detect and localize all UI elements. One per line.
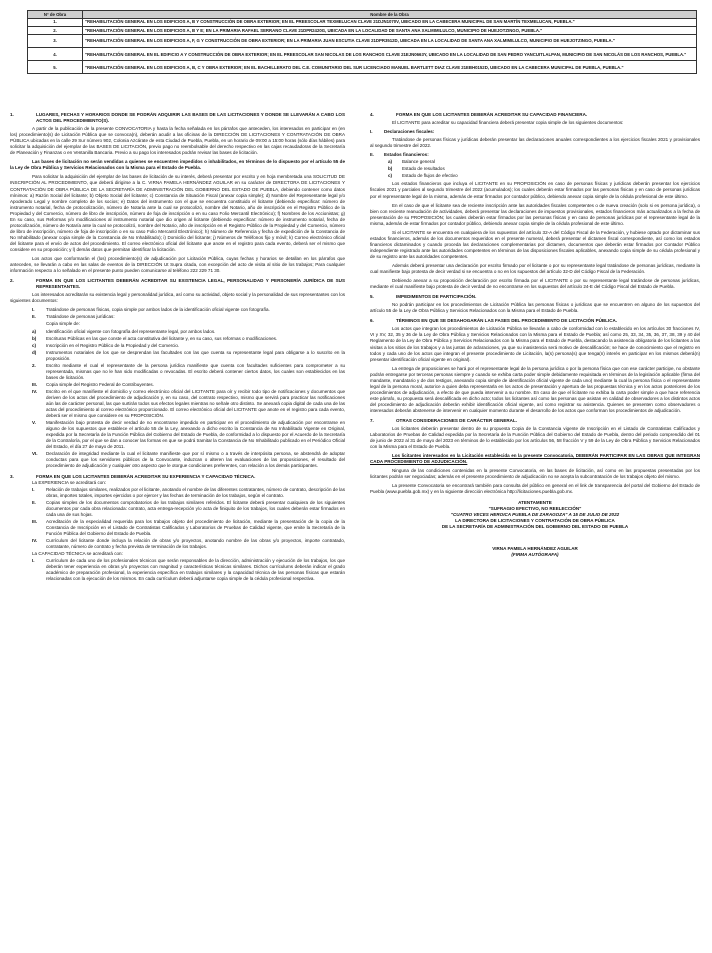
section-title: IMPEDIMENTOS DE PARTICIPACIÓN. bbox=[396, 294, 477, 300]
list-item-text: Copia simple del Registro Federal de Contribuyentes. bbox=[46, 381, 154, 387]
list-item-text: Declaraciones fiscales: bbox=[384, 129, 435, 135]
list-item bbox=[32, 321, 345, 327]
list-item bbox=[32, 487, 345, 499]
section-heading bbox=[370, 318, 700, 324]
list-item bbox=[32, 558, 345, 582]
header-work-name: Nombre de la Obra bbox=[83, 11, 697, 19]
section-number: 7. bbox=[370, 418, 374, 424]
signature-block bbox=[370, 500, 700, 558]
list-item bbox=[32, 343, 345, 349]
work-name: "REHABILITACIÓN GENERAL EN LOS EDIFICIOS A, B Y E; EN LA PRIMARIA RAFAEL SERRANO CLAVE 21DPR2420G, UBICADA EN LA LOCALIDAD DE SANTA ANA XALMIMILULCO, MUNICIPIO DE HUEJOTZINGO, PUEBLA." bbox=[83, 26, 697, 34]
paragraph: Tratándose de personas físicas y jurídicas deberán presentar las declaraciones anuales correspondientes a los ejercicios fiscales 2021 y provisionales al segundo trimestre del 2022. bbox=[370, 137, 700, 149]
list-item-number: b) bbox=[388, 166, 393, 172]
list-item bbox=[32, 519, 345, 537]
list-item bbox=[32, 420, 345, 450]
section-number: 5. bbox=[370, 294, 374, 300]
works-table bbox=[27, 10, 697, 74]
paragraph: El LICITANTE para acreditar su capacidad financiera deberá presentar copia simple de los siguientes documentos: bbox=[392, 120, 624, 126]
paragraph: Los estados financieros que incluya el LICITANTE en su PROPOSICIÓN en caso de personas físicas y jurídicas deberán presentar los ejercicios fiscales 2021 y parciales al segundo trimestre del 2022 (acumulados); los cuales deberán estar firmados por las personas físicas y en caso de personas jurídicas por el representante legal de la misma, además de estar firmados por contador público, debiendo anexar copia simple de la cédula profesional de este último. bbox=[370, 181, 700, 199]
list-item-number: I. bbox=[32, 486, 35, 492]
list-item-number: I. bbox=[370, 129, 373, 135]
list-item-text: Tratándose de personas jurídicas: bbox=[46, 314, 115, 320]
list-item-number: d) bbox=[32, 349, 37, 355]
section-heading bbox=[10, 112, 345, 124]
section-heading bbox=[370, 294, 700, 300]
list-item-text: Relación de trabajos similares, realizados por el licitante, anotando el nombre de las diferentes contratantes, número de contrato, descripción de las obras, importes totales, importes ejercidos o por ejercer y las fechas de terminación de los trabajos, según el contrato. bbox=[46, 486, 345, 498]
list-item-text: Currículum de cada uno de los profesionales técnicos que serán responsables de la dirección, administración y ejecución de los trabajos, los que deberán tener experiencia en obras y/o proyectos con magnitud y características técnicas similares. Dichos currículums deberán indicar el grado académico de preparación profesional, la experiencia específica en trabajos similares y la capacidad técnica de las personas físicas que estarán relacionadas con la ejecución de los mismos. En cada currículum deberá adjuntarse copia simple de la cédula profesional respectiva. bbox=[46, 558, 345, 582]
list-item-number: I. bbox=[32, 307, 35, 313]
paragraph: Los actos que conformarán el (los) procedimiento(s) de adjudicación por Licitación Pública, cuyas fechas y horarios se detallan en los párrafos que anteceden, se llevarán a cabo en las salas de eventos de la DIRECCIÓN Ut Supra citada, con excepción del acto de visita al sitio de los trabajos; Para cualquier información respecto a lo señalado en el presente punto pueden comunicarse al teléfono 222 229 71 30. bbox=[10, 256, 345, 274]
list-item bbox=[370, 129, 700, 135]
list-item-text: Inscripción en el Registro Público de la Propiedad y del Comercio. bbox=[46, 342, 180, 348]
list-item-number: II. bbox=[370, 152, 374, 158]
paragraph: Ninguna de las condiciones contenidas en la presente Convocatoria, en las bases de licitación, así como en las propuestas presentadas por los licitantes podrán ser negociadas; además en el presente procedimiento de adjudicación no se acepta la subcontratación de los trabajos objeto del mismo. bbox=[370, 468, 700, 480]
list-item-number: III. bbox=[32, 518, 38, 524]
list-item-text: Estado de resultados bbox=[402, 166, 445, 172]
section-3 bbox=[10, 474, 345, 583]
closing-line: ATENTAMENTE bbox=[518, 499, 552, 505]
section-number: 2. bbox=[10, 278, 14, 284]
list-item bbox=[32, 363, 345, 381]
section-2 bbox=[10, 278, 345, 469]
list-item-text: Escrito mediante el cual el representante de la persona jurídica manifieste que cuenta con facultades suficientes para comprometer a su representada, mismas que no le han sido modificadas o revocadas. El escrito deberá contener ciertos datos, los cuales son establecidos en las bases de licitación. bbox=[46, 362, 345, 380]
section-title: FORMA EN QUE LOS LICITANTES DEBERÁN ACREDITAR SU EXISTENCIA LEGAL, PERSONALIDAD Y PERSONERÍA JURÍDICA DE SUS REPRESENTANTES. bbox=[36, 278, 345, 290]
list-item-text: Currículum del licitante donde incluya la relación de obras y/o proyectos, anotando nombre de las obras y/o proyectos, importe contratado, contratante, número de contrato y fecha prevista de terminación de los trabajos. bbox=[46, 538, 345, 550]
paragraph: La entrega de proposiciones se hará por el representante legal de la persona jurídica o por la persona física que con ese carácter participe, no obstante podrán entregarse por terceras personas siempre y cuando se exhiba carta poder simple debidamente requisitada en términos de la legislación aplicable (firma del mandante, mandatario y de dos testigos, anexando copia simple de identificación oficial vigente de cada uno) mediante la cual la persona física o el representante legal de la persona moral, autorice a quien deba representarla en los actos de presentación y apertura de las propuestas técnica y en los actos posteriores de los procedimientos de adjudicación, a efecto de que pueda intervenir a su nombre. En caso de que el licitante no exhiba la carta poder simple a que hace referencia este párrafo, su propuesta será descalificada en dicho acto; todos los licitantes así como las personas que asistan en calidad de observadores a los distintos actos del procedimiento de adjudicación deberán exhibir identificación oficial vigente, así como registrar su asistencia. Quienes se presenten como observadores o interesados deberán abstenerse de intervenir en cualquier momento durante el desarrollo de los actos que conforman los procedimientos de adjudicación. bbox=[370, 365, 700, 413]
list-item-number: c) bbox=[32, 342, 37, 348]
list-item-text: Instrumentos notariales de los que se desprendan las facultades con las que cuenta su representante legal para obligarse a lo suscrito en la proposición. bbox=[46, 349, 345, 361]
list-item-text: Copias simples de los documentos comprobatorios de los trabajos similares referidos. El licitante deberá presentar cualquiera de los siguientes documentos por cada obra relacionada: contrato, acta entrega-recepción y/o acta de finiquito de los trabajos, los cuales deberán estar firmados en cada una de sus hojas. bbox=[46, 499, 345, 517]
section-title: TÉRMINOS EN QUE SE DESAHOGARÁN LAS FASES DEL PROCEDIMIENTO DE LICITACIÓN PÚBLICA. bbox=[396, 318, 618, 324]
list-item-number: I. bbox=[32, 558, 35, 564]
signature-note: (FIRMA AUTÓGRAFA) bbox=[511, 551, 559, 557]
list-item bbox=[32, 314, 345, 320]
closing-line: "SUFRAGIO EFECTIVO, NO REELECCIÓN" bbox=[488, 505, 582, 511]
left-column bbox=[10, 112, 345, 586]
list-item-text: Escrituras Públicas en las que conste el acta constitutiva del licitante y, en su caso, sus reformas o modificaciones. bbox=[46, 335, 278, 341]
technical-capacity-lead: La CAPACIDAD TÉCNICA se acreditará con: bbox=[32, 551, 123, 557]
paragraph: La presente Convocatoria se encontrará también para consulta del público en general en el link de transparencia del portal del Gobierno del Estado de Puebla (www.puebla.gob.mx) y en la siguiente dirección electrónica http://licitaciones.puebla.gob.mx. bbox=[370, 483, 700, 495]
closing-line: DE LA SECRETARÍA DE ADMINISTRACIÓN DEL GOBIERNO DEL ESTADO DE PUEBLA bbox=[441, 523, 629, 529]
table-row bbox=[28, 26, 697, 34]
list-item bbox=[32, 451, 345, 469]
list-item bbox=[32, 500, 345, 518]
paragraph: A partir de la publicación de la presente CONVOCATORIA y hasta la fecha señalada en los párrafos que anteceden, los interesados en participar en (en los) procedimiento(s) de Licitación Pública que se convoca(n), deberán acudir a las oficinas de la DIRECCIÓN DE LICITACIONES Y CONTRATACIÓN DE OBRA PÚBLICA ubicadas en la calle 29 Sur número 902, Colonia Azcárate de esta Ciudad de Puebla, Puebla, en un horario de 09:00 a 15:00 horas (sólo días hábiles) para solicitar la adquisición del ejemplar de las BASES DE LICITACIÓN, previo pago no reembolsable del derecho respectivo en las cajas recaudadoras de la Secretaría de Planeación y Finanzas o en Ventanilla Bancaria. Previo a su pago los interesados podrán revisar las bases de licitación. bbox=[10, 126, 345, 156]
list-item-text: Manifestación bajo protesta de decir verdad de no encontrarse impedido en participar en el procedimiento de adjudicación por encontrarse en alguno de los supuestos que establece el artículo 55 de la Ley, anexando a dicho escrito la Constancia de No Inhabilitado Vigente en Original, expedida por la Secretaría de la Función Pública del Gobierno del Estado de Puebla, de conformidad a lo dispuesto por el Acuerdo de la Secretaría de la Contraloría, por el que se dan a conocer las formas en que se podrá tramitar la Constancia de No Inhabilitado publicado en el Periódico Oficial del Estado, el día 27 de mayo de 2011. bbox=[46, 420, 345, 450]
section-number: 4. bbox=[370, 112, 374, 117]
list-item-text: Declaración de integridad mediante la cual el licitante manifieste que por sí mismo o a través de interpósita persona, se abstendrá de adoptar conductas para que los servidores públicos de la Convocante, induzcan o alteren las evaluaciones de las proposiciones, el resultado del procedimiento de adjudicación y cualquier otro aspecto que le otorgue condiciones preferentes, con relación a los demás participantes. bbox=[46, 451, 345, 469]
table-row bbox=[28, 48, 697, 61]
table-row bbox=[28, 18, 697, 26]
list-item-text: Estados financieros: bbox=[384, 152, 429, 158]
list-item bbox=[32, 382, 345, 388]
list-item bbox=[370, 152, 700, 158]
list-item-number: III. bbox=[32, 381, 38, 387]
list-item bbox=[32, 329, 345, 335]
list-item bbox=[32, 336, 345, 342]
paragraph: Los interesados acreditarán su existencia legal y personalidad jurídica, así como su actividad, objeto social y la personalidad de sus representantes con los siguientes documentos: bbox=[10, 292, 345, 304]
work-name: "REHABILITACIÓN GENERAL EN EL EDIFICIO A Y CONSTRUCCIÓN DE OBRA EXTERIOR; EN EL PREESCOLAR SAN NICOLAS DE LOS RANCHOS CLAVE 21EJN0663Y, UBICADO EN LA LOCALIDAD DE SAN PEDRO YANCUITLALPAN, MUNICIPIO DE SAN NICOLÁS DE LOS RANCHOS, PUEBLA." bbox=[83, 48, 697, 61]
work-number: 3. bbox=[28, 34, 83, 47]
list-item bbox=[32, 538, 345, 550]
right-column bbox=[370, 112, 700, 558]
list-item-text: Estado de flujos de efectivo bbox=[402, 173, 458, 179]
list-item bbox=[388, 173, 700, 179]
header-work-number: N° de Obra bbox=[28, 11, 83, 19]
list-item bbox=[388, 159, 700, 165]
work-name: "REHABILITACIÓN GENERAL EN LOS EDIFICIOS A, F, G Y CONSTRUCCIÓN DE OBRA EXTERIOR; EN LA PRIMARIA JUAN ESCUTIA CLAVE 21DPR3512D, UBICADA EN LA LOCALIDAD DE SANTA ANA XALMIMILULCO, MUNICIPIO DE HUEJOTZINGO, PUEBLA." bbox=[83, 34, 697, 47]
section-title: LUGARES, FECHAS Y HORARIOS DONDE SE PODRÁN ADQUIRIR LAS BASES DE LAS LICITACIONES Y DONDE SE LLEVARÁN A CABO LOS ACTOS DEL PROCEDIMIENTO(S). bbox=[36, 112, 345, 124]
list-item-number: VI. bbox=[32, 451, 38, 457]
section-heading bbox=[10, 278, 345, 290]
list-item-text: Escrito en el que manifieste el domicilio y correo electrónico oficial del LICITANTE para oír y recibir todo tipo de notificaciones y documentos que deriven de los actos del procedimiento de adjudicación y, en su caso, del contrato respectivo, mismo que servirá para practicar las notificaciones aún las de carácter personal, las que surtirán todos sus efectos legales mientras no señale otro distinto. Se anexará copia digital de cada una de las actas del procedimiento al correo electrónico proporcionado. El correo electrónico oficial del LICITANTE que anote en el registro para cada evento, deberá ser el mismo que considere en su PROPOSICIÓN. bbox=[46, 388, 345, 419]
paragraph: Para solicitar la adquisición del ejemplar de las bases de licitación de su interés, deberá presentar por escrito y en hoja membretada una SOLICITUD DE INSCRIPCIÓN AL PROCEDIMIENTO, que deberá dirigirse a la C. VIRNA PAMELA HERNÁNDEZ AGUILAR en su carácter de DIRECTORA DE LICITACIONES Y CONTRATACIÓN DE OBRA PÚBLICA DE LA SECRETARÍA DE ADMINISTRACIÓN DEL GOBIERNO DEL ESTADO DE PUEBLA, debiendo contener como datos mínimos: a) Razón Social del licitante; b) Objeto Social del licitante; c) Constancia de Situación Fiscal (anexar copia simple); d) Nombre del Representante legal y/o Apoderado Legal y nombre completo de los socios; e) Datos del instrumento con el que se encuentra constituido el licitante (debiendo especificar: número de instrumento notarial, fecha de protocolización, número de Notaría ante la cual se protocolizó, nombre del Notario, año de inscripción en el Registro Público de la Propiedad y del Comercio, número de libro de inscripción, número de foja de inscripción o en su caso Folio Mercantil Electrónico); f) Nombres de los Accionistas; g) En su caso, sus Reformas y/o modificaciones al instrumento notarial que dio origen al licitante (debiendo especificar: número de instrumento notarial, fecha de protocolización, número de Notaría ante la cual se protocolizó, nombre del Notario, año de inscripción en el Registro Público de la Propiedad y del Comercio, número de libro de inscripción, número de foja de inscripción o en su caso Folio Mercantil Electrónico); h) Número de Referencia y fecha de expedición de la Constancia de No Inhabilitado (anexar copia simple de la Constancia de No Inhabilitado); i) Domicilio del licitante; j) Números de Teléfonos fijo y móvil; k) Correo electrónico oficial del licitante para el envío de actos del procedimiento. El correo electrónico oficial del licitante que anote en el registro para cada evento, deberá ser el mismo que considere en su proposición; y l) demás datos que permitan identificar la licitación. bbox=[10, 174, 345, 252]
list-item-text: Identificación oficial vigente con fotografía del representante legal, por ambos lados. bbox=[46, 328, 216, 334]
list-item-number: V. bbox=[32, 420, 36, 426]
paragraph: Si el LICITANTE se encuentra en cualquiera de los supuestos del artículo 32-A del Código Fiscal de la Federación, y hubiese optado por dictaminar sus estados financieros, además de los documentos requeridos en el presente numeral, deberá presentar el dictamen fiscal correspondiente, así como los estados financieros dictaminados y cuando proceda las declaraciones complementarias por dictamen, documentos que deberán estar firmados por Contador Público independiente registrado ante las autoridades competentes en términos de las disposiciones fiscales aplicables, anexando copia simple de su cédula profesional y de su registro ante las autoridades competentes. bbox=[370, 229, 700, 259]
list-item-number: b) bbox=[32, 335, 37, 341]
work-name: "REHABILITACIÓN GENERAL EN LOS EDIFICIOS A, B Y CONSTRUCCIÓN DE OBRA EXTERIOR; EN EL PREESCOLAR TEXMELUCAN CLAVE 21DJN1070V, UBICADO EN LA CABECERA MUNICIPAL DE SAN MARTÍN TEXMELUCAN, PUEBLA." bbox=[83, 18, 697, 26]
list-item-number: c) bbox=[388, 173, 393, 179]
section-4 bbox=[370, 112, 700, 290]
section-number: 3. bbox=[10, 473, 14, 479]
list-item bbox=[32, 350, 345, 362]
work-number: 5. bbox=[28, 61, 83, 74]
section-title: OTRAS CONSIDERACIONES DE CARÁCTER GENERAL. bbox=[396, 418, 518, 424]
closing-line: "CUATRO VECES HEROICA PUEBLA DE ZARAGOZA" A 15 DE JULIO DE 2022 bbox=[450, 511, 620, 517]
section-heading bbox=[370, 418, 700, 424]
section-title: FORMA EN QUE LOS LICITANTES DEBERÁN ACREDITAR SU CAPACIDAD FINANCIERA. bbox=[396, 112, 588, 117]
list-item-number: a) bbox=[32, 328, 37, 334]
list-item-number: a) bbox=[388, 159, 393, 165]
work-number: 1. bbox=[28, 18, 83, 26]
section-6 bbox=[370, 318, 700, 414]
paragraph: Los licitantes deberán presentar dentro de su propuesta Copia de la Constancia vigente de Inscripción en el Listado de Contratistas Calificados y Laboratorios de Pruebas de Calidad expedida por la Secretaría de la Función Pública del Gobierno del Estado de Puebla, dentro del periodo comprendido del 01 de junio de 2022 al 31 de mayo del 2023 en términos de lo establecido por los artículos 56, 58 fracción V y 59 de la Ley de Obra Pública y Servicios Relacionados con la Misma para el Estado de Puebla. bbox=[370, 426, 700, 450]
paragraph: Las bases de licitación no serán vendidas a quienes se encuentren impedidos o inhabilitados, en términos de lo dispuesto por el artículo 55 de la Ley de Obra Pública y Servicios Relacionados con la Misma para el Estado de Puebla. bbox=[10, 159, 345, 171]
list-item-number: IV. bbox=[32, 538, 38, 543]
list-item bbox=[388, 166, 700, 172]
list-item-number: II. bbox=[32, 314, 36, 320]
section-5 bbox=[370, 294, 700, 314]
section-heading bbox=[370, 112, 700, 118]
section-number: 6. bbox=[370, 318, 374, 324]
closing-line: LA DIRECTORA DE LICITACIONES Y CONTRATACIÓN DE OBRA PÚBLICA bbox=[455, 517, 615, 523]
list-item bbox=[32, 389, 345, 419]
table-row bbox=[28, 61, 697, 74]
paragraph: Los licitantes interesados en la Licitación establecida en la presente Convocatoria, DEBERÁN PARTICIPAR EN LAS OBRAS QUE INTEGRAN CADA PROCEDIMIENTO DE ADJUDICACIÓN. bbox=[370, 453, 700, 465]
paragraph: No podrán participar en los procedimientos de Licitación Pública las personas físicas o jurídicas que se encuentren en alguno de los supuestos del artículo 55 de la Ley de Obra Pública y Servicios Relacionados con la Misma para el Estado de Puebla. bbox=[370, 302, 700, 314]
work-number: 4. bbox=[28, 48, 83, 61]
list-item-number bbox=[32, 321, 46, 327]
section-number: 1. bbox=[10, 112, 14, 117]
paragraph: En el caso de que el licitante sea de reciente inscripción ante las autoridades fiscales competentes o de nueva creación (solo si es persona jurídica), o bien con reciente reanudación de actividades, deberá presentar las declaraciones de impuestos provisionales, estados financieros más actualizados a la fecha de presentación de su PROPOSICIÓN; los cuales deberán estar firmados por las personas físicas y en caso de personas jurídicas por el representante legal de la misma, además de estar firmados por contador público, debiendo anexar copia simple de la cédula profesional de este último. bbox=[370, 202, 700, 226]
table-header-row bbox=[28, 11, 697, 19]
list-item bbox=[32, 307, 345, 313]
table-row bbox=[28, 34, 697, 47]
section-title: FORMA EN QUE LOS LICITANTES DEBERÁN ACREDITAR SU EXPERIENCIA Y CAPACIDAD TÉCNICA. bbox=[36, 473, 256, 479]
section-7 bbox=[370, 418, 700, 496]
list-item-text: Acreditación de la especialidad requerida para los trabajos objeto del procedimiento de licitación, mediante la presentación de la copia de la Constancia de Inscripción en el Listado de Contratistas Calificados y Laboratorios de Pruebas de Calidad vigente, que emite la Secretaría de la Función Pública del Gobierno del Estado de Puebla. bbox=[46, 518, 345, 536]
signer-name: VIRNA PAMELA HERNÁNDEZ AGUILAR bbox=[492, 545, 578, 551]
list-item-text: Copia simple de: bbox=[46, 321, 80, 327]
list-item-number: II. bbox=[32, 499, 36, 505]
list-item-text: Tratándose de personas físicas, copia simple por ambos lados de la identificación oficial vigente con fotografía. bbox=[46, 307, 270, 313]
work-number: 2. bbox=[28, 26, 83, 34]
experience-lead: La EXPERIENCIA se acreditará con: bbox=[32, 479, 107, 485]
section-1 bbox=[10, 112, 345, 274]
paragraph: Los actos que integran los procedimientos de Licitación Pública se llevarán a cabo de conformidad con lo establecido en los artículos 30 fracciones IV, VI y XV, 32, 35 y 36 de la Ley de Obra Pública y Servicios Relacionados con la Misma para el Estado de Puebla; así como 25, 33, 34, 35, 36, 37, 38, 39 y 40 del Reglamento de la Ley de Obra Pública y Servicios Relacionados con la Misma para el Estado de Puebla, destacando la asistencia obligatoria de los licitantes a las visitas a los sitios de los trabajos y a las juntas de aclaraciones, ya que su inasistencia será motivo de descalificación; se hace de conocimiento que el registro en todos y cada uno de los actos que integran el presente procedimiento de Licitación, la(s) persona(s) que tenga(n) interés en participar en los mismos deberá(n) presentar identificación oficial vigente en original). bbox=[370, 326, 700, 362]
list-item-number: IV. bbox=[32, 388, 38, 394]
list-item-text: Balance general bbox=[402, 159, 435, 165]
work-name: "REHABILITACIÓN GENERAL EN LOS EDIFICIOS A, B, C Y OBRA EXTERIOR; EN EL BACHILLERATO DEL C.E. COMUNITARIO DEL SUR LICENCIADO MANUEL BARTLETT DIAZ CLAVE 21EBH0152D, UBICADO EN LA CABECERA MUNICIPAL DE PUEBLA, PUEBLA." bbox=[83, 61, 697, 74]
paragraph: Además deberá presentar una declaración por escrito firmado por el licitante o por su representante legal tratándose de personas jurídicas, mediante la cual manifieste bajo protesta de decir verdad si se encuentra o no en los supuestos del artículo 32-D del Código Fiscal de la Federación. bbox=[370, 262, 700, 275]
list-item-number: 2. bbox=[32, 362, 36, 368]
paragraph: Debiendo anexar a su proposición declaración por escrito firmada por el LICITANTE o por su representante legal tratándose de personas jurídicas, mediante el cual manifieste bajo protesta de decir verdad de no encontrarse en los supuestos del artículo 24-E del Código Fiscal del Estado de Puebla. bbox=[370, 278, 700, 290]
